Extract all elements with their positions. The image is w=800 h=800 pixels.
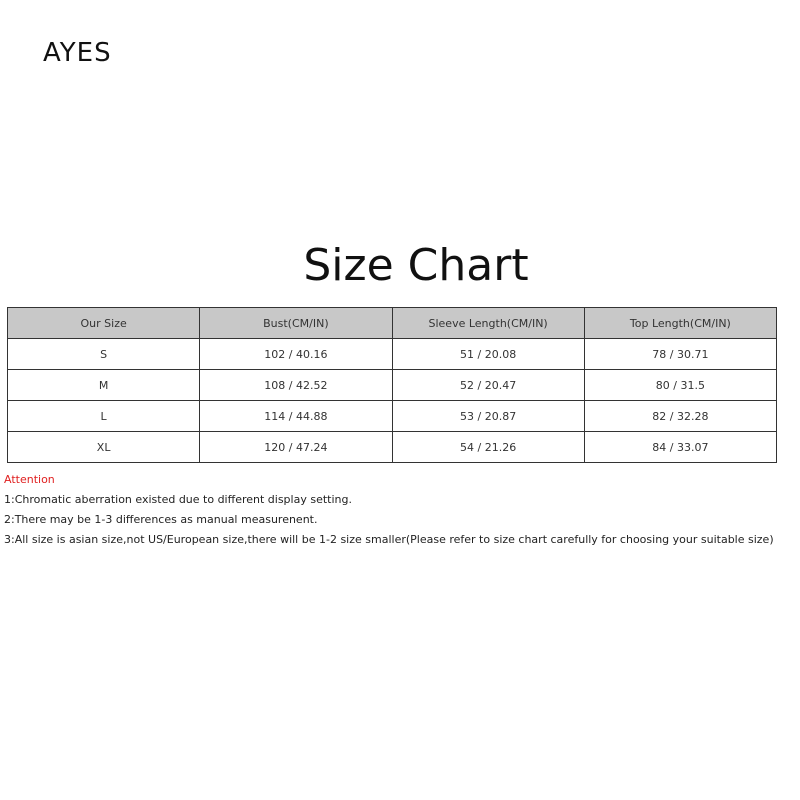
cell-sleeve-length: 52 / 20.47 <box>392 370 584 401</box>
table-row <box>8 339 777 370</box>
size-table <box>7 307 777 463</box>
column-header-bust: Bust(CM/IN) <box>200 308 392 339</box>
note-item: 2:There may be 1-3 differences as manual measurenent. <box>4 513 318 526</box>
cell-sleeve-length: 51 / 20.08 <box>392 339 584 370</box>
cell-size: M <box>8 370 200 401</box>
cell-bust: 108 / 42.52 <box>200 370 392 401</box>
column-header-size: Our Size <box>8 308 200 339</box>
cell-size: L <box>8 401 200 432</box>
cell-top-length: 84 / 33.07 <box>584 432 776 463</box>
cell-sleeve-length: 54 / 21.26 <box>392 432 584 463</box>
attention-label: Attention <box>4 473 55 486</box>
table-row <box>8 401 777 432</box>
note-item: 3:All size is asian size,not US/European size,there will be 1-2 size smaller(Please refer to size chart carefully for choosing your suitable size) <box>4 533 774 546</box>
notes-section <box>4 472 774 552</box>
cell-sleeve-length: 53 / 20.87 <box>392 401 584 432</box>
column-header-sleeve-length: Sleeve Length(CM/IN) <box>392 308 584 339</box>
cell-top-length: 78 / 30.71 <box>584 339 776 370</box>
cell-size: XL <box>8 432 200 463</box>
cell-bust: 102 / 40.16 <box>200 339 392 370</box>
table-header-row <box>8 308 777 339</box>
note-item: 1:Chromatic aberration existed due to different display setting. <box>4 493 352 506</box>
table-row <box>8 370 777 401</box>
column-header-top-length: Top Length(CM/IN) <box>584 308 776 339</box>
brand-logo: AYES <box>43 38 112 68</box>
page-title: Size Chart <box>303 240 529 291</box>
cell-bust: 114 / 44.88 <box>200 401 392 432</box>
cell-top-length: 82 / 32.28 <box>584 401 776 432</box>
cell-size: S <box>8 339 200 370</box>
cell-bust: 120 / 47.24 <box>200 432 392 463</box>
table-row <box>8 432 777 463</box>
cell-top-length: 80 / 31.5 <box>584 370 776 401</box>
